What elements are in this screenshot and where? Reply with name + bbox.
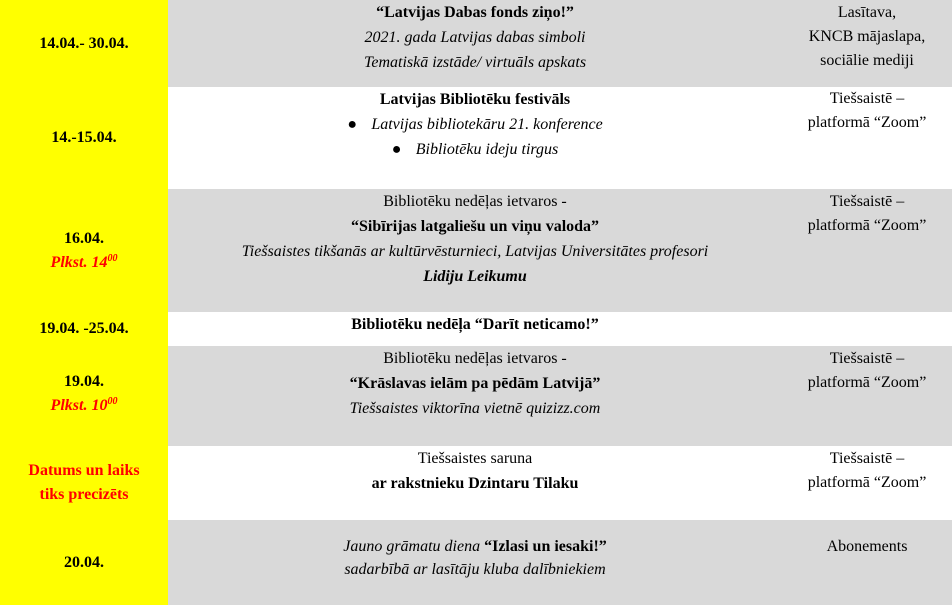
event-description: Tiešsaistes viktorīna vietnē quizizz.com <box>349 400 601 417</box>
table-row <box>0 189 952 312</box>
table-row <box>0 446 952 520</box>
event-description: Tematiskā izstāde/ virtuāls apskats <box>363 54 587 71</box>
table-row <box>0 520 952 605</box>
date-cell <box>0 346 168 446</box>
place-cell <box>782 346 952 446</box>
date-text: 19.04. <box>64 373 104 390</box>
date-cell <box>0 0 168 87</box>
event-title: ar rakstnieku Dzintaru Tilaku <box>371 475 579 492</box>
table-row <box>0 87 952 189</box>
event-cell <box>168 0 782 87</box>
bullet-icon: ● <box>347 116 357 133</box>
table-row <box>0 0 952 87</box>
table-row <box>0 312 952 346</box>
event-cell <box>168 520 782 605</box>
date-text: 14.04.- 30.04. <box>39 34 129 52</box>
event-cell <box>168 312 782 346</box>
time-text: Plkst. $14^{00}$ <box>50 252 118 271</box>
event-cell <box>168 87 782 189</box>
place-cell <box>782 446 952 520</box>
date-cell <box>0 520 168 605</box>
place-line: platformā “Zoom” <box>807 374 927 391</box>
date-text: 20.04. <box>64 553 104 571</box>
place-line: Tiešsaistē – <box>829 90 905 107</box>
event-intro: Tiešsaistes saruna <box>417 450 533 467</box>
place-cell <box>782 312 952 346</box>
place-line: KNCB mājaslapa, <box>808 28 926 45</box>
place-line: platformā “Zoom” <box>807 114 927 131</box>
table-row <box>0 346 952 446</box>
place-cell <box>782 0 952 87</box>
event-title: “Sibīrijas latgaliešu un viņu valoda” <box>350 218 600 235</box>
event-title: “Izlasi un iesaki!” <box>484 538 607 555</box>
event-cell <box>168 446 782 520</box>
date-text: 19.04. -25.04. <box>39 320 129 337</box>
list-item: ● Bibliotēku ideju tirgus <box>168 137 782 162</box>
date-text: 14.-15.04. <box>51 129 117 146</box>
place-line: Tiešsaistē – <box>829 193 905 210</box>
place-line: Abonements <box>826 538 908 555</box>
event-description: sadarbībā ar lasītāju kluba dalībniekiem <box>344 561 606 578</box>
time-text: Plkst. $10^{00}$ <box>50 396 118 414</box>
date-text: tiks precizēts <box>39 486 129 503</box>
place-line: Tiešsaistē – <box>829 350 905 367</box>
date-cell <box>0 87 168 189</box>
place-cell <box>782 189 952 312</box>
list-item: ● Latvijas bibliotekāru 21. konference <box>168 112 782 137</box>
place-cell <box>782 87 952 189</box>
place-line: sociālie mediji <box>820 52 914 69</box>
place-line: Tiešsaistē – <box>829 450 905 467</box>
event-title-line: Jauno grāmatu diena “Izlasi un iesaki!” <box>343 538 607 555</box>
event-title: Bibliotēku nedēļa “Darīt neticamo!” <box>351 316 599 333</box>
event-intro: Bibliotēku nedēļas ietvaros - <box>383 350 567 367</box>
event-title: “Latvijas Dabas fonds ziņo!” <box>376 4 574 21</box>
event-bullet-list <box>168 112 782 162</box>
event-title: “Krāslavas ielām pa pēdām Latvijā” <box>349 375 601 392</box>
date-cell <box>0 189 168 312</box>
event-title: Latvijas Bibliotēku festivāls <box>379 91 571 108</box>
event-subtitle: 2021. gada Latvijas dabas simboli <box>364 29 586 46</box>
place-line: Lasītava, <box>837 4 897 21</box>
date-cell <box>0 446 168 520</box>
event-cell <box>168 346 782 446</box>
bullet-icon: ● <box>391 141 402 158</box>
place-cell <box>782 520 952 605</box>
event-description: Tiešsaistes tikšanās ar kultūrvēsturnieci, Latvijas Universitātes profesori <box>241 243 709 260</box>
place-line: platformā “Zoom” <box>807 217 927 234</box>
event-cell <box>168 189 782 312</box>
event-intro: Bibliotēku nedēļas ietvaros - <box>383 193 567 210</box>
date-text: 16.04. <box>64 229 104 247</box>
date-cell <box>0 312 168 346</box>
event-guest: Lidiju Leikumu <box>423 268 527 285</box>
date-text: Datums un laiks <box>28 462 140 479</box>
place-line: platformā “Zoom” <box>807 474 927 491</box>
